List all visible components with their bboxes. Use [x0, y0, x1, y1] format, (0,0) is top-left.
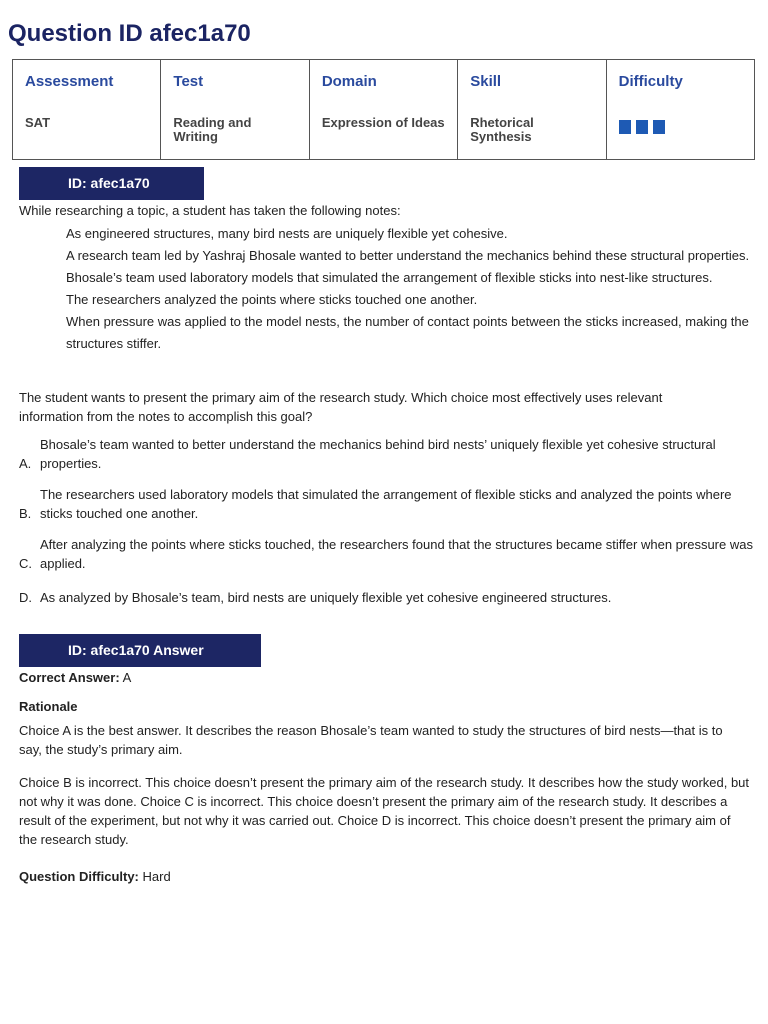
page-title: Question ID afec1a70: [8, 20, 251, 47]
choice-letter: D.: [19, 590, 32, 605]
meta-value: Reading and Writing: [173, 115, 252, 144]
question-difficulty-line: [19, 867, 171, 886]
meta-domain: [310, 60, 458, 159]
question-id-banner: ID: afec1a70: [19, 167, 204, 200]
meta-value: SAT: [25, 115, 51, 130]
correct-answer-line: [19, 668, 131, 687]
choice-letter: C.: [19, 556, 32, 571]
difficulty-square-icon: [619, 120, 631, 134]
choice-letter: A.: [19, 456, 32, 471]
question-meta-table: [12, 59, 755, 160]
note-item: When pressure was applied to the model nests, the number of contact points between the sticks increased, making the structures stiffer.: [66, 314, 749, 351]
difficulty-square-icon: [636, 120, 648, 134]
meta-header: Assessment: [25, 73, 114, 90]
meta-header: Difficulty: [618, 73, 683, 90]
answer-choices: [19, 435, 759, 607]
meta-difficulty: [607, 60, 754, 159]
meta-test: [161, 60, 309, 159]
meta-assessment: [13, 60, 161, 159]
answer-id-banner: ID: afec1a70 Answer: [19, 634, 261, 667]
correct-answer-label: Correct Answer:: [19, 670, 120, 685]
choice-text: As analyzed by Bhosale’s team, bird nests are uniquely flexible yet cohesive engineered structures.: [40, 590, 612, 605]
difficulty-square-icon: [653, 120, 665, 134]
difficulty-indicator: [619, 120, 742, 134]
meta-header: Skill: [470, 73, 502, 90]
choice-text: Bhosale’s team wanted to better understand the mechanics behind bird nests’ uniquely flexible yet cohesive structural properties.: [40, 437, 716, 471]
choice-text: The researchers used laboratory models that simulated the arrangement of flexible sticks and analyzed the points where sticks touched one another.: [40, 487, 732, 521]
note-item: As engineered structures, many bird nests are uniquely flexible yet cohesive.: [66, 226, 508, 241]
correct-answer-value: A: [122, 670, 132, 685]
note-item: Bhosale’s team used laboratory models that simulated the arrangement of flexible sticks into nest-like structures.: [66, 270, 713, 285]
rationale-paragraph: Choice A is the best answer. It describes the reason Bhosale’s team wanted to study the structures of bird nests—that is to say, the study’s primary aim.: [19, 723, 723, 757]
choice-text: After analyzing the points where sticks touched, the researchers found that the structures became stiffer when pressure was applied.: [40, 537, 753, 571]
rationale-paragraph: Choice B is incorrect. This choice doesn’t present the primary aim of the research study. It describes how the study worked, but not why it was done. Choice C is incorrect. This choice doesn’t present the primary aim of the research study. It describes a result of the experiment, but not why it was carried out. Choice D is incorrect. This choice doesn’t present the primary aim of the research study.: [19, 775, 750, 847]
question-difficulty-label: Question Difficulty:: [19, 869, 139, 884]
question-difficulty-value: Hard: [142, 869, 171, 884]
question-prompt: The student wants to present the primary aim of the research study. Which choice most effectively uses relevant information from the notes to accomplish this goal?: [19, 390, 663, 424]
meta-value: Rhetorical Synthesis: [470, 115, 534, 144]
meta-header: Domain: [321, 73, 377, 90]
meta-value: Expression of Ideas: [321, 115, 445, 130]
note-item: The researchers analyzed the points where sticks touched one another.: [66, 292, 478, 307]
choice-c[interactable]: [19, 535, 759, 573]
choice-b[interactable]: [19, 485, 759, 523]
rationale-heading: Rationale: [19, 699, 78, 714]
question-intro: While researching a topic, a student has taken the following notes:: [19, 203, 401, 218]
meta-header: Test: [173, 73, 204, 90]
meta-skill: [458, 60, 606, 159]
notes-list: [66, 223, 756, 355]
choice-a[interactable]: [19, 435, 759, 473]
choice-d[interactable]: [19, 588, 759, 607]
choice-letter: B.: [19, 506, 32, 521]
note-item: A research team led by Yashraj Bhosale wanted to better understand the mechanics behind these structural properties.: [66, 248, 750, 263]
